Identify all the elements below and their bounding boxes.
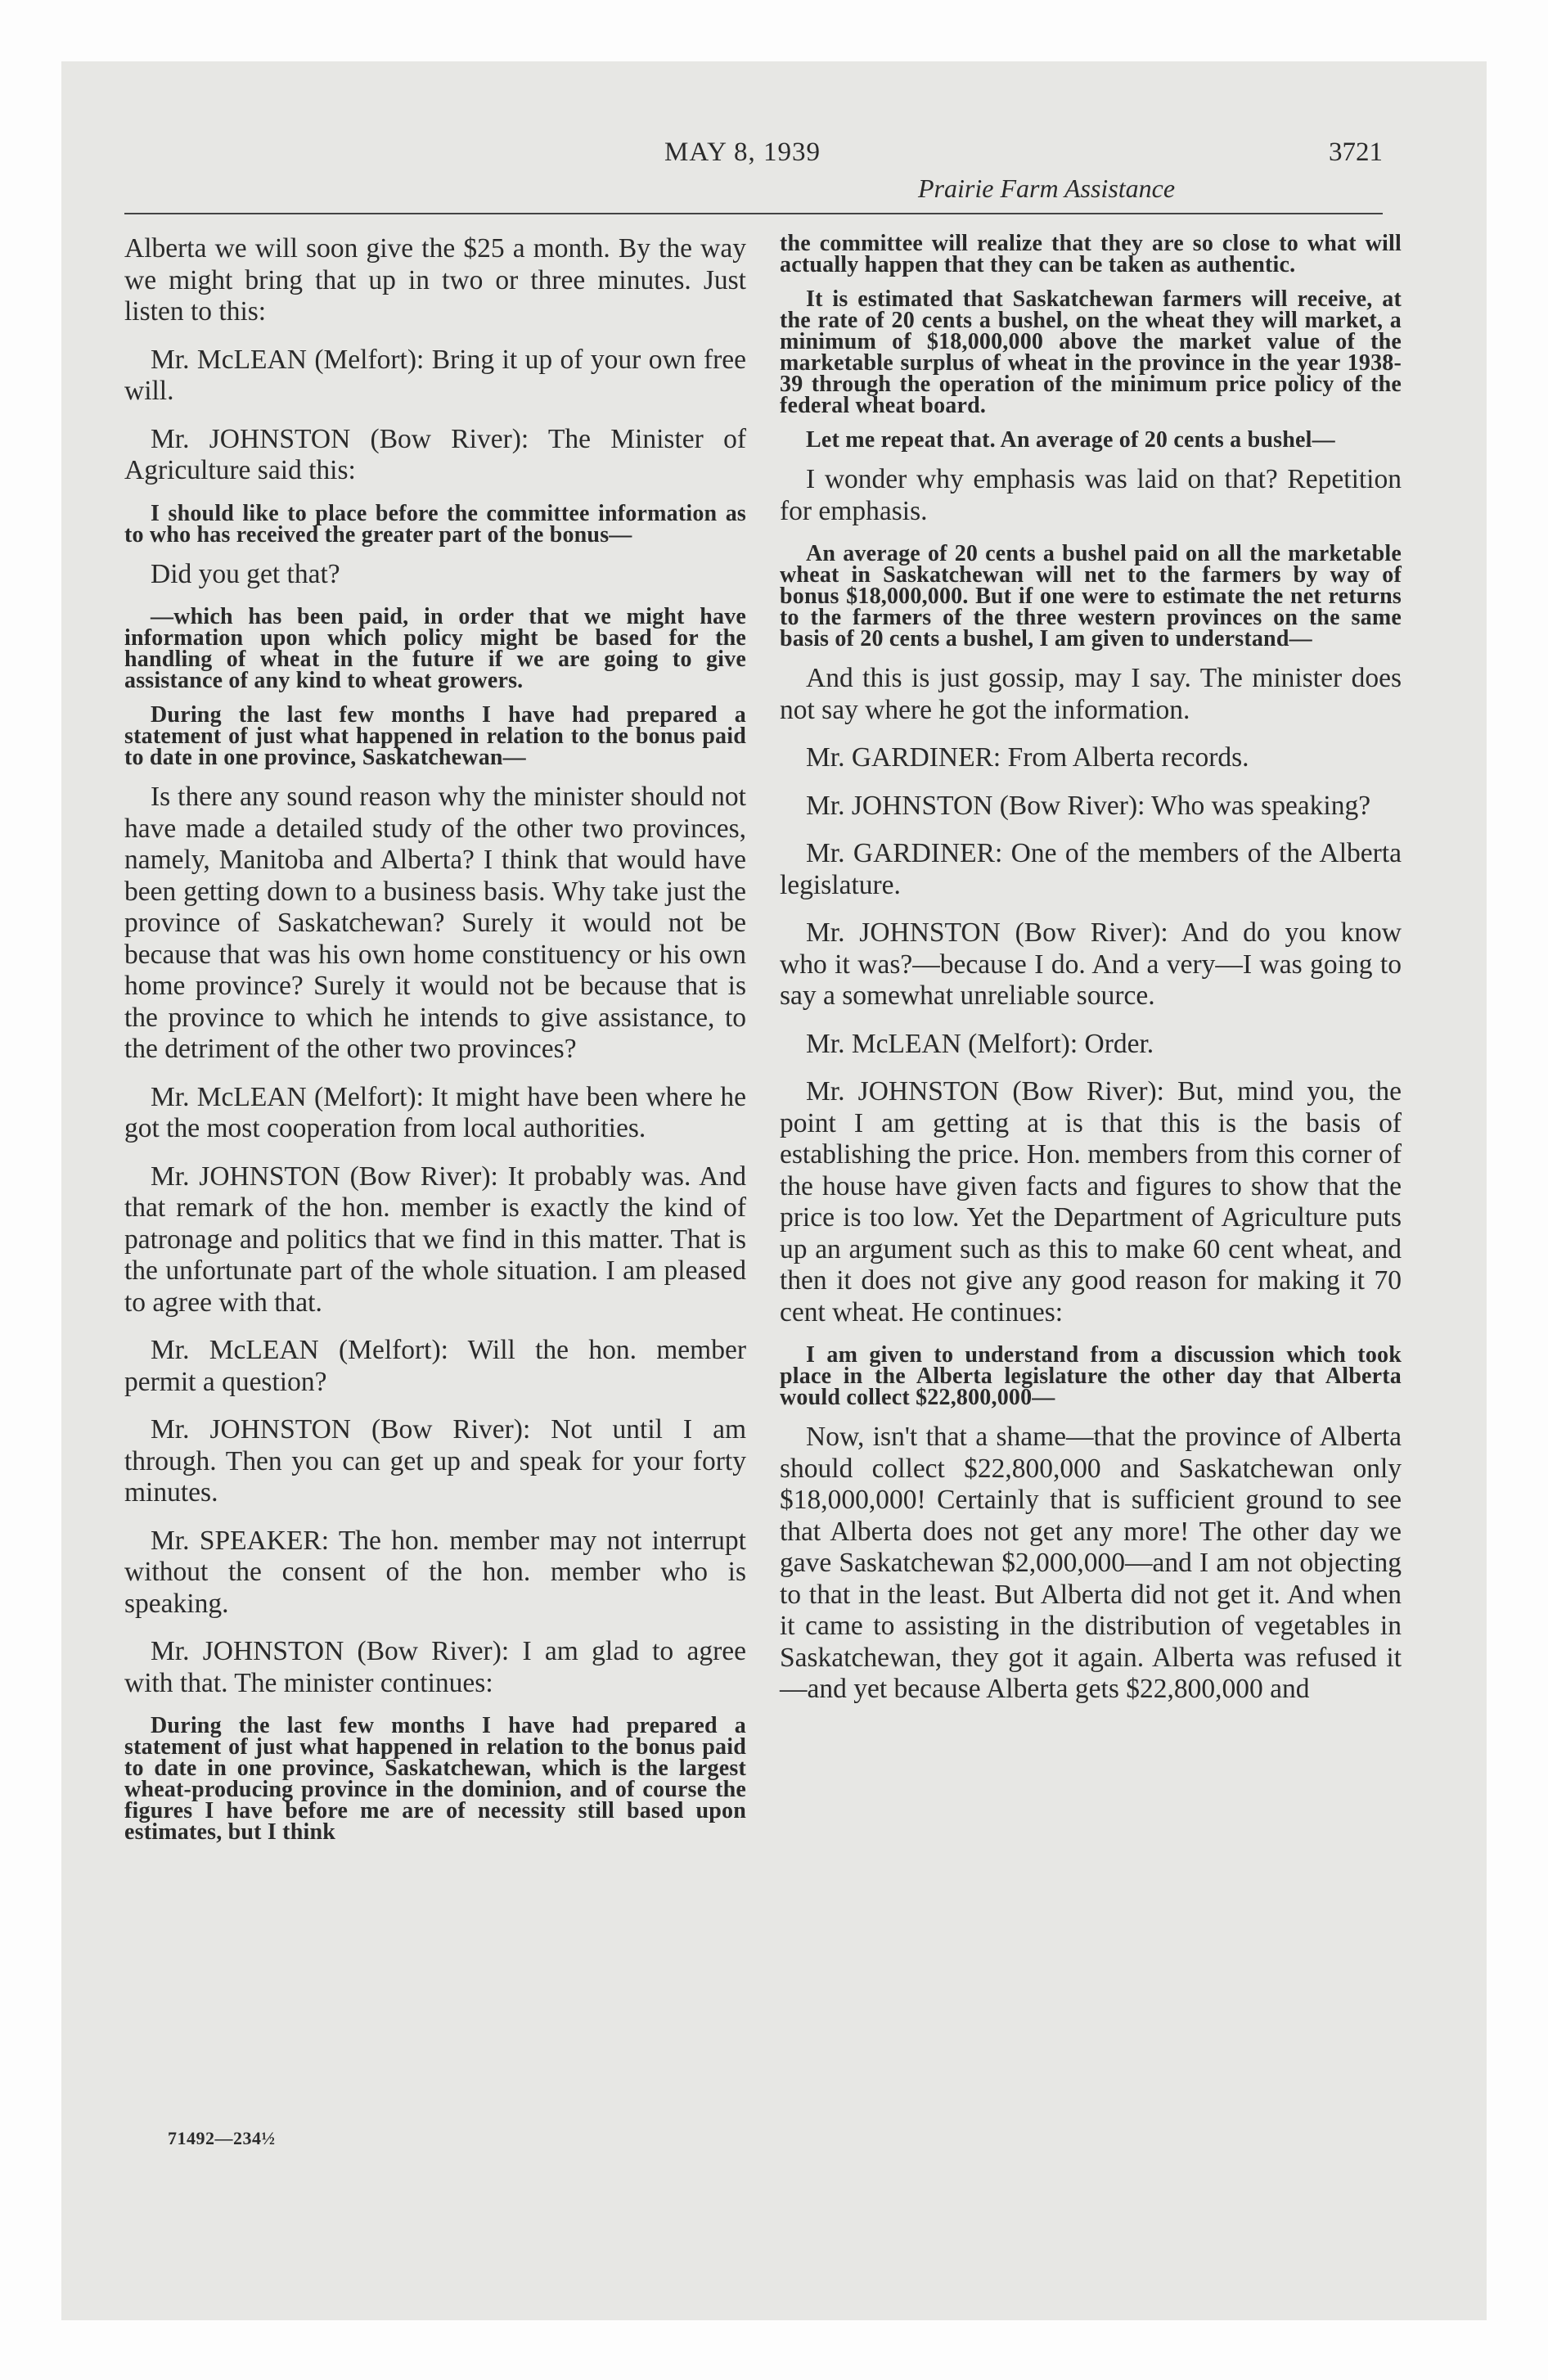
paragraph: Mr. JOHNSTON (Bow River): Who was speaking? [806, 790, 1371, 821]
paragraph: Mr. McLEAN (Melfort): Bring it up of your own free will. [124, 344, 746, 406]
header-rule [124, 213, 1383, 214]
page-number: 3721 [1329, 137, 1383, 167]
quoted-passage: I should like to place before the committee information as to who has received the greater part of the bonus— [124, 500, 746, 548]
paragraph: Mr. JOHNSTON (Bow River): But, mind you, the point I am getting at is that this is the basis of establishing the price. Hon. members from this corner of the house have given facts and figures to show that the price is too low. Yet the Department of Agriculture puts up an argument such as this to make 60 cent wheat, and then it does not give any good reason for making it 70 cent wheat. He continues: [780, 1076, 1402, 1327]
quoted-passage: During the last few months I have had prepared a statement of just what happened in relation to the bonus paid to date in one province, Saskatchewan, which is the largest wheat-producing province in the dominion, and of course the figures I have before me are of necessity still based upon estimates, but I think [124, 1713, 746, 1845]
paragraph: Mr. JOHNSTON (Bow River): I am glad to agree with that. The minister continues: [124, 1636, 746, 1698]
paragraph: Mr. SPEAKER: The hon. member may not interrupt without the consent of the hon. member who is speaking. [124, 1525, 746, 1619]
paragraph: Did you get that? [151, 558, 340, 589]
paragraph: Mr. JOHNSTON (Bow River): And do you know who it was?—because I do. And a very—I was going to say a somewhat unreliable source. [780, 917, 1402, 1011]
paragraph: And this is just gossip, may I say. The minister does not say where he got the information. [780, 663, 1402, 725]
paragraph: Mr. McLEAN (Melfort): It might have been where he got the most cooperation from local authorities. [124, 1081, 746, 1143]
paragraph: Now, isn't that a shame—that the province of Alberta should collect $22,800,000 and Saskatchewan only $18,000,000! Certainly that is sufficient ground to see that Alberta does not get any more! The other day we gave Saskatchewan $2,000,000—and I am not objecting to that in the least. But Alberta did not get it. And when it came to assisting in the distribution of vegetables in Saskatchewan, they got it again. Alberta was refused it—and yet because Alberta gets $22,800,000 and [780, 1422, 1402, 1704]
paragraph: Mr. JOHNSTON (Bow River): It probably was. And that remark of the hon. member is exactly the kind of patronage and politics that we find in this matter. That is the unfortunate part of the whole situation. I am pleased to agree with that. [124, 1161, 746, 1318]
header-date: MAY 8, 1939 [664, 137, 821, 167]
paragraph: Mr. McLEAN (Melfort): Order. [806, 1028, 1154, 1059]
quoted-passage: I am given to understand from a discussion which took place in the Alberta legislature the other day that Alberta would collect $22,800,000— [780, 1342, 1402, 1410]
paragraph: Is there any sound reason why the minister should not have made a detailed study of the other two provinces, namely, Manitoba and Alberta? I think that would have been getting down to a business basis. Why take just the province of Saskatchewan? Surely it would not be because that was his own home constituency or his own home province? Surely it would not be because that is the province to which he intends to give assistance, to the detriment of the other two provinces? [124, 782, 746, 1064]
paragraph: Mr. McLEAN (Melfort): Will the hon. member permit a question? [124, 1335, 746, 1397]
quoted-passage: the committee will realize that they are so close to what will actually happen that they can be taken as authentic. [780, 231, 1402, 277]
footer-code: 71492—234½ [168, 2128, 276, 2148]
paragraph: Mr. JOHNSTON (Bow River): The Minister of Agriculture said this: [124, 423, 746, 485]
left-column [124, 233, 746, 1856]
quoted-passage: —which has been paid, in order that we might have information upon which policy might be based for the handling of wheat in the future if we are going to give assistance of any kind to wheat growers. [124, 604, 746, 693]
paragraph: Mr. JOHNSTON (Bow River): Not until I am through. Then you can get up and speak for your forty minutes. [124, 1414, 746, 1508]
paragraph: I wonder why emphasis was laid on that? Repetition for emphasis. [780, 464, 1402, 526]
page-header [124, 137, 1383, 203]
quoted-passage: Let me repeat that. An average of 20 cents a bushel— [806, 427, 1335, 453]
paragraph: Mr. GARDINER: One of the members of the Alberta legislature. [780, 838, 1402, 900]
right-column [780, 233, 1402, 1722]
header-subject: Prairie Farm Assistance [918, 174, 1176, 203]
quoted-passage: An average of 20 cents a bushel paid on all the marketable wheat in Saskatchewan will net to the farmers by way of bonus $18,000,000. But if one were to estimate the net returns to the farmers of the three western provinces on the same basis of 20 cents a bushel, I am given to understand— [780, 541, 1402, 651]
paragraph: Alberta we will soon give the $25 a month. By the way we might bring that up in two or three minutes. Just listen to this: [124, 233, 746, 327]
quoted-passage: It is estimated that Saskatchewan farmers will receive, at the rate of 20 cents a bushel, on the wheat they will market, a minimum of $18,000,000 above the market value of the marketable surplus of wheat in the province in the year 1938-39 through the operation of the minimum price policy of the federal wheat board. [780, 286, 1402, 418]
paragraph: Mr. GARDINER: From Alberta records. [806, 742, 1249, 773]
quoted-passage: During the last few months I have had prepared a statement of just what happened in relation to the bonus paid to date in one province, Saskatchewan— [124, 702, 746, 770]
